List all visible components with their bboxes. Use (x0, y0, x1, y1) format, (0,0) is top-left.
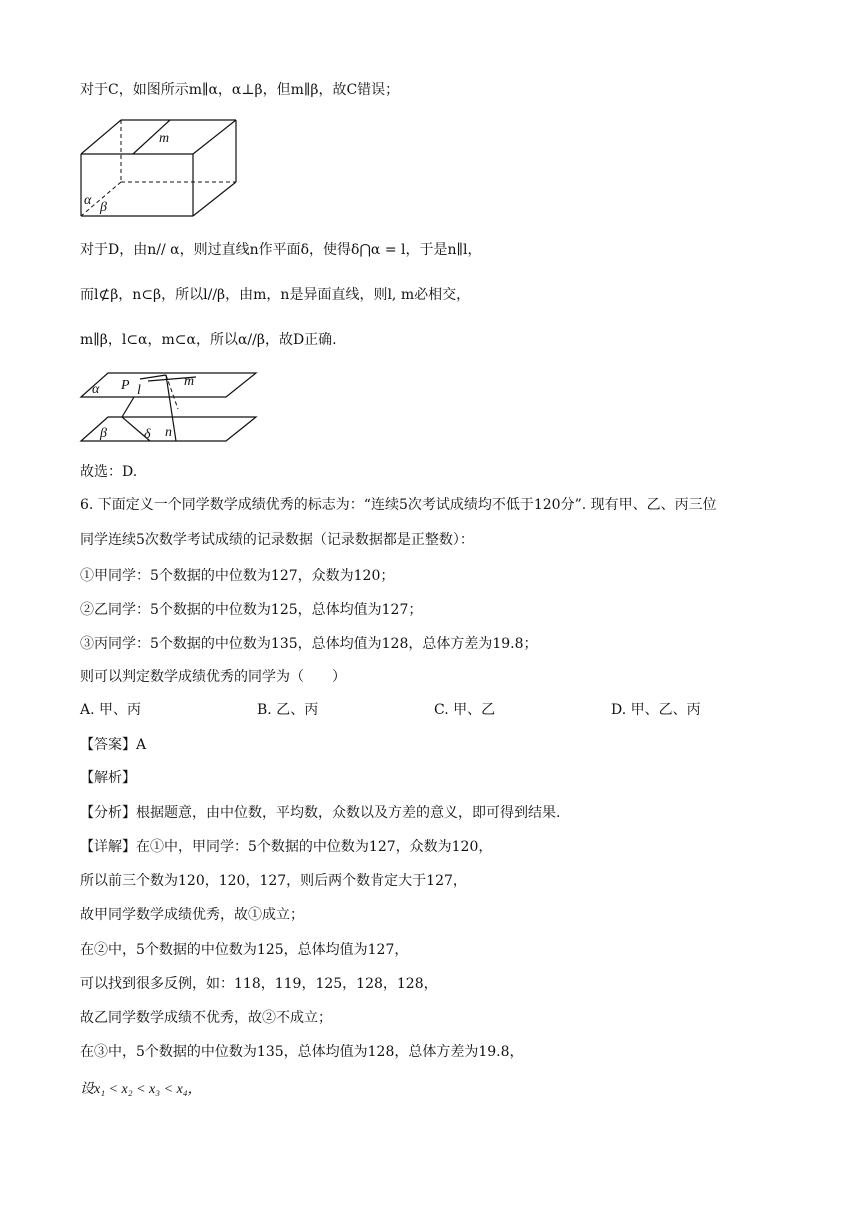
detail-line-4: 在②中，5个数据的中位数为125，总体均值为127， (80, 942, 409, 958)
detail-line-8: 设x₁ < x₂ < x₃ < x₄， (80, 1082, 202, 1097)
answer-line: 【答案】A (80, 737, 147, 753)
plane-beta-label: β (100, 200, 107, 215)
plane-alpha-label: α (84, 193, 92, 208)
condition-2: ②乙同学：5个数据的中位数为125，总体均值为127； (80, 602, 423, 618)
question-6-line1: 6. 下面定义一个同学数学成绩优秀的标志为：“连续5次考试成绩均不低于120分”. 现有甲、乙、丙三位 (80, 497, 717, 513)
line-m-label-2: m (184, 374, 195, 389)
option-d: D. 甲、乙、丙 (611, 702, 701, 718)
option-c: C. 甲、乙 (434, 702, 496, 718)
text-line-d1: 对于D，由n// α，则过直线n作平面δ，使得δ⋂α = l，于是n∥l， (80, 242, 482, 258)
condition-3: ③丙同学：5个数据的中位数为135，总体均值为128，总体方差为19.8； (80, 636, 538, 652)
point-p-label: P (121, 378, 130, 393)
beta-label: β (100, 426, 107, 441)
line-m-label: m (159, 131, 170, 146)
question-6-line2: 同学连续5次数学考试成绩的记录数据（记录数据都是正整数）： (80, 532, 474, 548)
detail-line-6: 故乙同学数学成绩不优秀，故②不成立； (80, 1010, 332, 1026)
analysis-heading: 【解析】 (80, 770, 136, 786)
text-conclusion: 故选：D. (80, 464, 138, 480)
planes-figure (78, 367, 263, 447)
line-l-label: l (137, 383, 141, 398)
option-b: B. 乙、丙 (257, 702, 319, 718)
detail-line-5: 可以找到很多反例，如：118，119，125，128，128， (80, 976, 438, 992)
option-a: A. 甲、丙 (80, 702, 142, 718)
detail-line-2: 所以前三个数为120，120，127，则后两个数肯定大于127， (80, 873, 467, 889)
text-line-c: 对于C，如图所示m∥α，α⊥β，但m∥β，故C错误； (80, 82, 400, 98)
detail-line-7: 在③中，5个数据的中位数为135，总体均值为128，总体方差为19.8， (80, 1044, 524, 1060)
condition-1: ①甲同学：5个数据的中位数为127，众数为120； (80, 568, 395, 584)
detail-line-3: 故甲同学数学成绩优秀，故①成立； (80, 907, 304, 923)
delta-label: δ (144, 427, 151, 442)
line-n-label: n (165, 425, 172, 440)
text-line-d3: m∥β，l⊂α，m⊂α，所以α//β，故D正确. (80, 332, 337, 348)
question-prompt: 则可以判定数学成绩优秀的同学为（ ） (80, 669, 346, 685)
alpha-label: α (92, 382, 100, 397)
text-line-d2: 而l⊄β，n⊂β，所以l//β，由m，n是异面直线，则l, m必相交， (80, 287, 471, 303)
box-figure (78, 112, 248, 222)
analysis-summary: 【分析】根据题意，由中位数，平均数，众数以及方差的意义，即可得到结果. (80, 805, 561, 821)
detail-line-1: 【详解】在①中，甲同学：5个数据的中位数为127，众数为120， (80, 839, 493, 855)
